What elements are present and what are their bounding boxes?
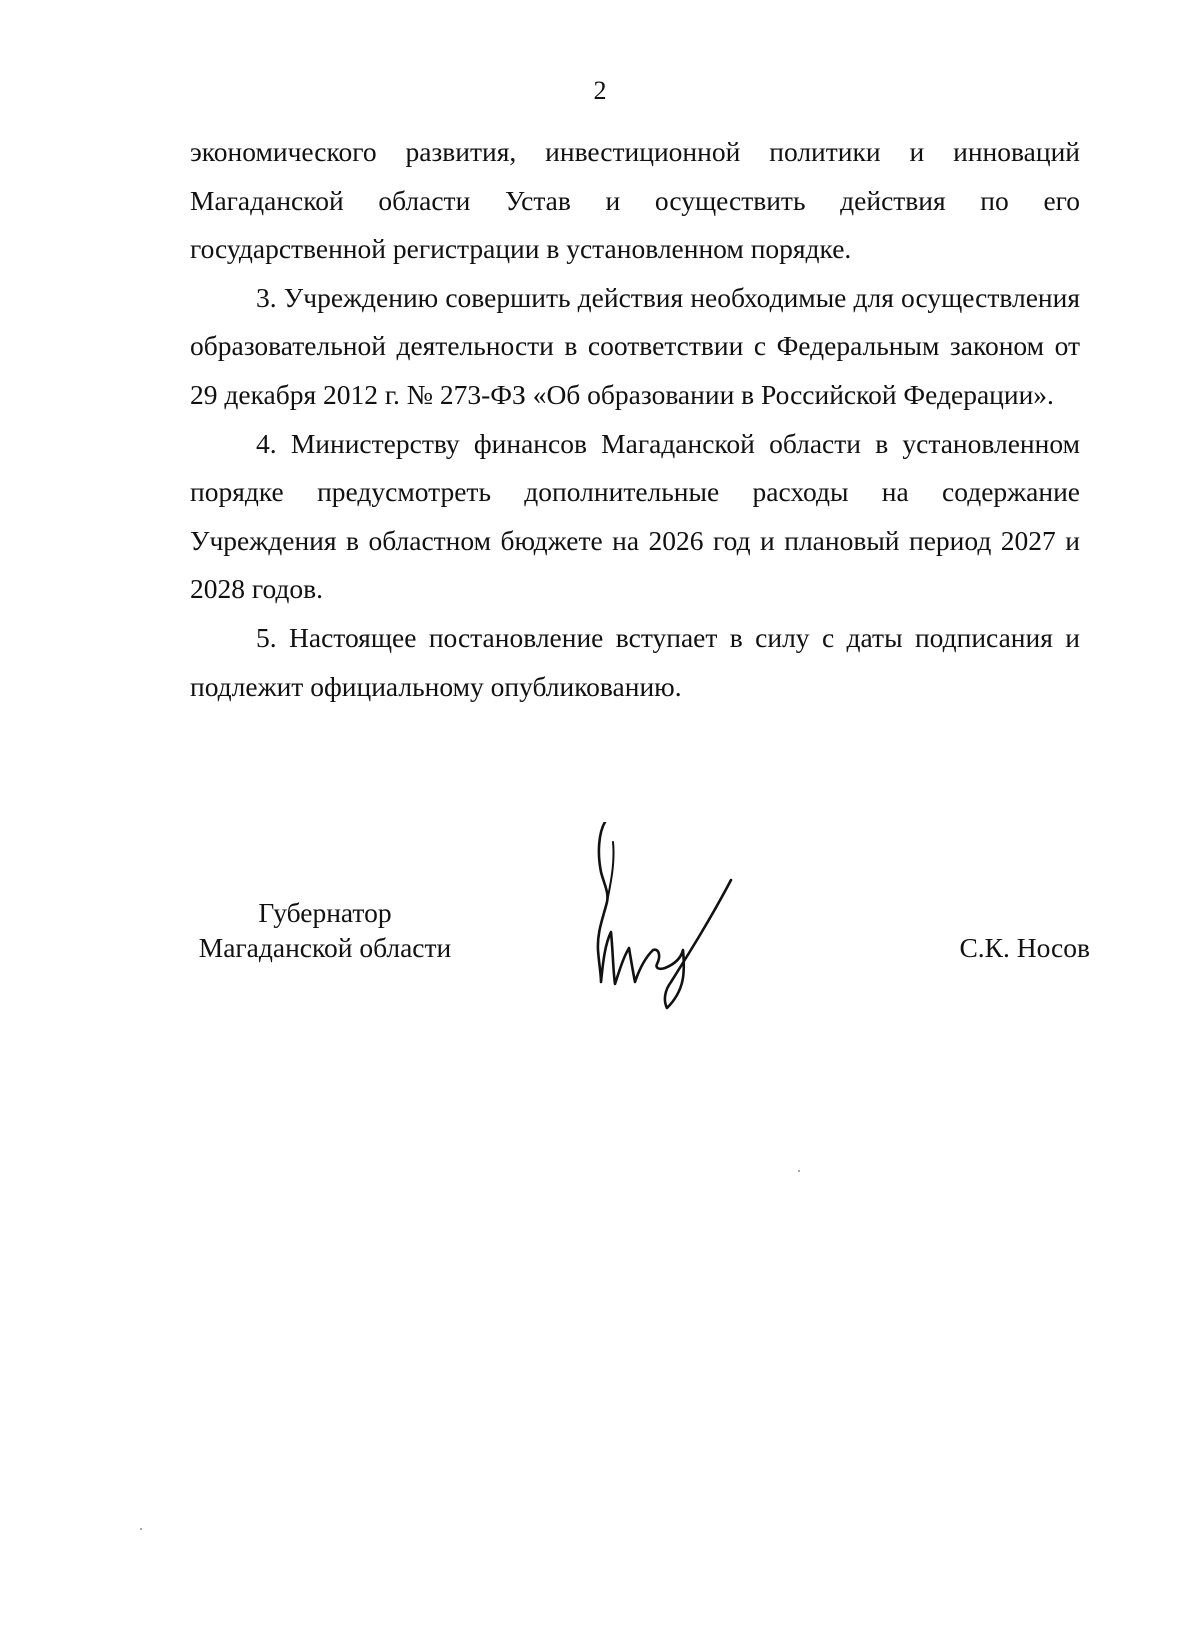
paragraph-item-4: 4. Министерству финансов Магаданской области в установленном порядке предусмотреть дополнительные расходы на содержание Учреждения в областном бюджете на 2026 год и плановый период 2027 и 2028 годов.: [190, 427, 1080, 605]
signatory-position-line-1: Губернатор: [258, 897, 392, 928]
scan-speck: [140, 1528, 142, 1530]
paragraph-continuation: экономического развития, инвестиционной политики и инноваций Магаданской области Устав и осуществить действия по его государственной регистрации в установленном порядке.: [190, 136, 1080, 265]
signatory-name: С.К. Носов: [959, 932, 1090, 963]
document-body: [190, 128, 1080, 711]
paragraph-item-5: 5. Настоящее постановление вступает в силу с даты подписания и подлежит официальному опубликованию.: [190, 621, 1080, 702]
page-number: 2: [593, 76, 607, 105]
signatory-position: [160, 895, 490, 965]
scan-speck: [798, 1170, 800, 1172]
handwritten-signature: [595, 822, 785, 1022]
paragraph-item-3: 3. Учреждению совершить действия необходимые для осуществления образовательной деятельности в соответствии с Федеральным законом от 29 декабря 2012 г. № 273-ФЗ «Об образовании в Российской Федерации».: [190, 281, 1080, 410]
signatory-position-line-2: Магаданской области: [198, 932, 452, 963]
